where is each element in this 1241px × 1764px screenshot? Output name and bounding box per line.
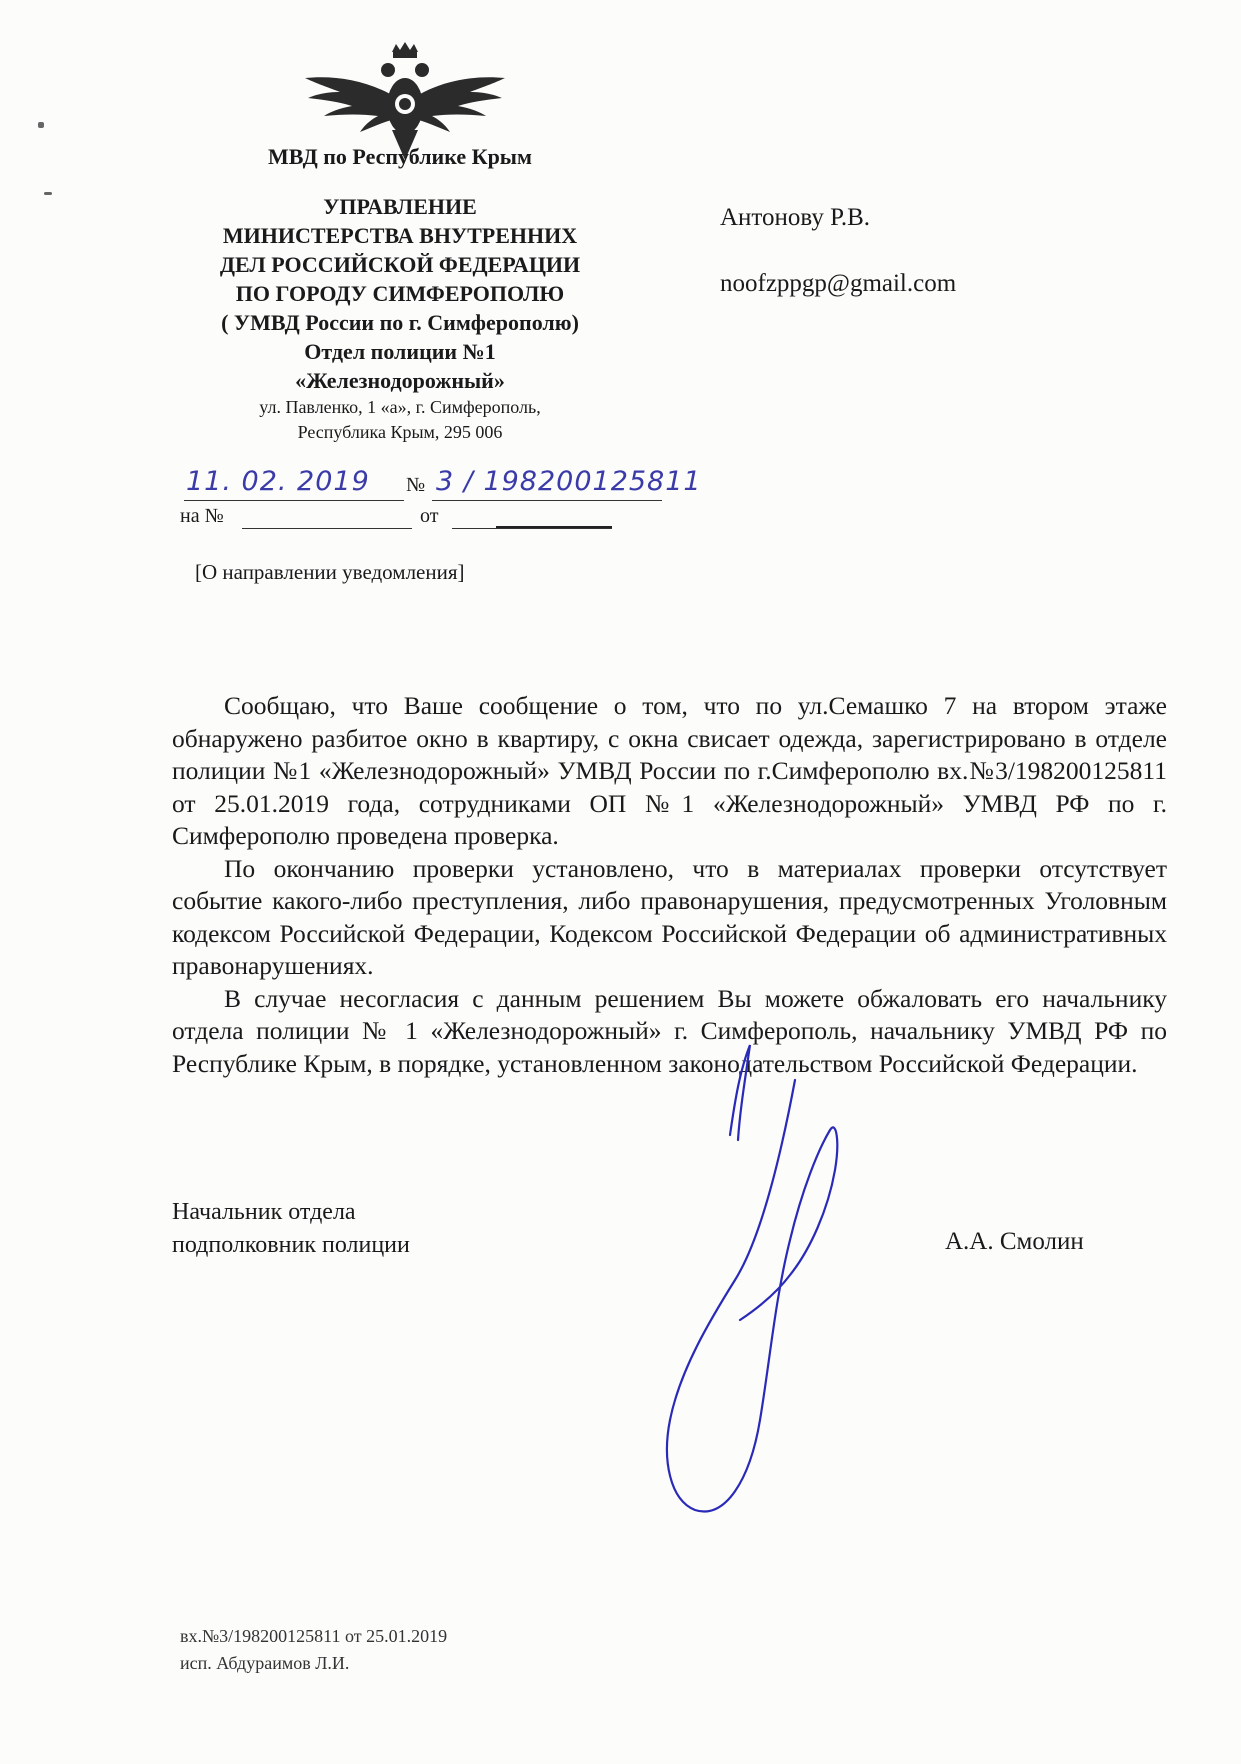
position-line-2: подполковник полиции	[172, 1232, 410, 1258]
recipient-email: noofzppgp@gmail.com	[720, 270, 957, 297]
scan-speck	[44, 192, 52, 195]
signatory-name: А.А. Смолин	[945, 1228, 1084, 1255]
dept-line-3: ДЕЛ РОССИЙСКОЙ ФЕДЕРАЦИИ	[219, 252, 581, 277]
scan-speck	[38, 122, 44, 128]
footer-block	[180, 1623, 447, 1677]
executor: исп. Абдураимов Л.И.	[180, 1653, 350, 1673]
reply-label: на №	[180, 505, 224, 527]
division-line-2: «Железнодорожный»	[295, 368, 505, 393]
from-date-underline-heavy	[496, 526, 612, 528]
date-underline	[184, 500, 404, 501]
position-line-1: Начальник отдела	[172, 1199, 356, 1225]
letter-body	[172, 690, 1167, 1080]
agency-name: МВД по Республике Крым	[268, 144, 532, 169]
dept-line-4: ПО ГОРОДУ СИМФЕРОПОЛЮ	[235, 281, 565, 306]
number-label: №	[406, 474, 426, 496]
from-label: от	[420, 505, 439, 527]
letter-subject: [О направлении уведомления]	[195, 560, 465, 584]
handwritten-number: 3 / 198200125811	[436, 466, 702, 497]
dept-short-name: ( УМВД России по г. Симферополю)	[221, 310, 579, 335]
reply-number-underline	[242, 528, 412, 529]
dept-line-2: МИНИСТЕРСТВА ВНУТРЕННИХ	[222, 223, 578, 248]
body-paragraph-2: По окончанию проверки установлено, что в материалах проверки отсутствует событие какого-либо преступления, либо правонарушения, предусмотренных Уголовным кодексом Российской Федерации, Кодексом Российской Федерации об административных правонарушениях.	[172, 853, 1167, 980]
division-line-1: Отдел полиции №1	[304, 339, 496, 364]
body-paragraph-1: Сообщаю, что Ваше сообщение о том, что по ул.Семашко 7 на втором этаже обнаружено разбитое окно в квартиру, с окна свисает одежда, зарегистрировано в отделе полиции №1 «Железнодорожный» УМВД России по г.Симферополю вх.№3/198200125811 от 25.01.2019 года, сотрудниками ОП №1 «Железнодорожный» УМВД РФ по г. Симферополю проведена проверка.	[172, 691, 1167, 850]
department-block	[150, 192, 650, 445]
recipient-name: Антонову Р.В.	[720, 204, 871, 231]
address-line-1: ул. Павленко, 1 «а», г. Симферополь,	[259, 397, 541, 417]
from-date-underline	[452, 528, 612, 529]
incoming-reference: вх.№3/198200125811 от 25.01.2019	[180, 1626, 448, 1646]
handwritten-signature-icon	[640, 1040, 870, 1520]
handwritten-date: 11. 02. 2019	[186, 466, 370, 497]
signatory-position	[172, 1196, 410, 1262]
dept-line-1: УПРАВЛЕНИЕ	[323, 194, 477, 219]
number-underline	[432, 500, 662, 501]
address-line-2: Республика Крым, 295 006	[297, 422, 503, 442]
body-paragraph-3: В случае несогласия с данным решением Вы можете обжаловать его начальнику отдела полиции № 1 «Железнодорожный» г. Симферополь, начальнику УМВД РФ по Республике Крым, в порядке, установленном законодательством Российской Федерации.	[172, 983, 1167, 1078]
